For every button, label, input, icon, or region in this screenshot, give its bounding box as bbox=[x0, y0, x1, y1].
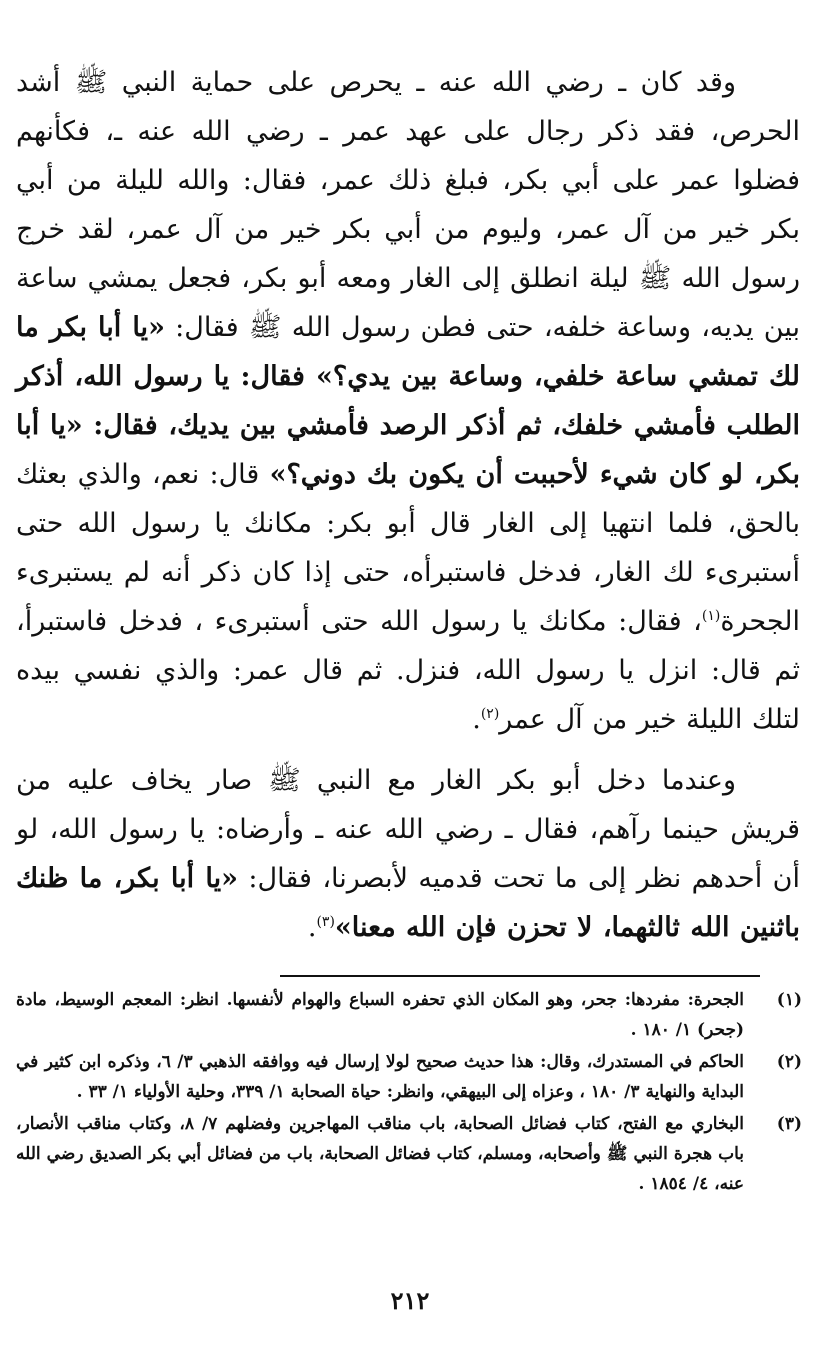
footnote-2 bbox=[16, 1047, 802, 1107]
quoted-speech: «يا أبا بكر، ما ظنك باثنين الله ثالثهما، لا تحزن فإن الله معنا» bbox=[16, 863, 800, 943]
main-text bbox=[16, 58, 800, 952]
footnote-number: (٣) bbox=[776, 1114, 802, 1134]
text-run: قال: نعم، والذي بعثك بالحق، فلما انتهيا إلى الغار قال أبو بكر: مكانك يا رسول الله حتى أستبرىء لك الغار، فدخل فاستبرأه، حتى إذا كان ذكر أنه لم يستبرىء الجحرة bbox=[16, 459, 800, 637]
text-run: . bbox=[307, 912, 317, 943]
footnote-text: البخاري مع الفتح، كتاب فضائل الصحابة، باب مناقب المهاجرين وفضلهم ٧/ ٨، وكتاب مناقب الأنصار، باب هجرة النبي ﷺ وأصحابه، ومسلم، كتاب فضائل الصحابة، باب من فضائل أبي بكر الصديق رضي الله عنه، ٤/ ١٨٥٤ . bbox=[16, 1114, 744, 1194]
quoted-speech: «يا أبا بكر ما لك تمشي ساعة خلفي، وساعة بين يدي؟» فقال: يا رسول الله، أذكر الطلب فأمشي خلفك، ثم أذكر الرصد فأمشي بين يديك، فقال: «يا أبا بكر، لو كان شيء لأحببت أن يكون بك دوني؟» bbox=[16, 312, 800, 490]
footnote-reference: (١) bbox=[701, 608, 721, 624]
text-run: وعندما دخل أبو بكر الغار مع النبي ﷺ صار يخاف عليه من قريش حينما رآهم، فقال ـ رضي الله عنه ـ وأرضاه: يا رسول الله، لو أن أحدهم نظر إلى ما تحت قدميه لأبصرنا، فقال: bbox=[16, 765, 801, 894]
paragraph-1 bbox=[16, 58, 800, 744]
footnote-reference: (٣) bbox=[316, 914, 335, 930]
footnote-3 bbox=[16, 1109, 802, 1199]
footnotes bbox=[16, 985, 802, 1201]
text-run: ، فقال: مكانك يا رسول الله حتى أستبرىء ، فدخل فاستبرأ، ثم قال: انزل يا رسول الله، فنزل. ثم قال عمر: والذي نفسي بيده لتلك الليلة خير من آل عمر bbox=[16, 606, 800, 735]
paragraph-2 bbox=[16, 756, 800, 952]
footnote-text: الجحرة: مفردها: جحر، وهو المكان الذي تحفره السباع والهوام لأنفسها. انظر: المعجم الوسيط، مادة (جحر) ١/ ١٨٠ . bbox=[16, 990, 744, 1040]
page-number: ٢١٢ bbox=[390, 1286, 430, 1315]
footnote-1 bbox=[16, 985, 802, 1045]
footnote-separator bbox=[280, 975, 760, 977]
text-run: . bbox=[472, 704, 481, 735]
footnote-number: (١) bbox=[776, 990, 802, 1010]
text-run: وقد كان ـ رضي الله عنه ـ يحرص على حماية النبي ﷺ أشد الحرص، فقد ذكر رجال على عهد عمر ـ رضي الله عنه ـ، فكأنهم فضلوا عمر على أبي بكر، فبلغ ذلك عمر، فقال: والله لليلة من أبي بكر خير من آل عمر، وليوم من أبي بكر خير من آل عمر، لقد خرج رسول الله ﷺ ليلة انطلق إلى الغار ومعه أبو بكر، فجعل يمشي ساعة بين يديه، وساعة خلفه، حتى فطن رسول الله ﷺ فقال: bbox=[16, 67, 801, 343]
footnote-reference: (٢) bbox=[480, 706, 500, 722]
footnote-text: الحاكم في المستدرك، وقال: هذا حديث صحيح لولا إرسال فيه ووافقه الذهبي ٣/ ٦، وذكره ابن كثير في البداية والنهاية ٣/ ١٨٠ ، وعزاه إلى البيهقي، وانظر: حياة الصحابة ١/ ٣٣٩، وحلية الأولياء ١/ ٣٣ . bbox=[16, 1052, 744, 1102]
footnote-number: (٢) bbox=[776, 1052, 802, 1072]
